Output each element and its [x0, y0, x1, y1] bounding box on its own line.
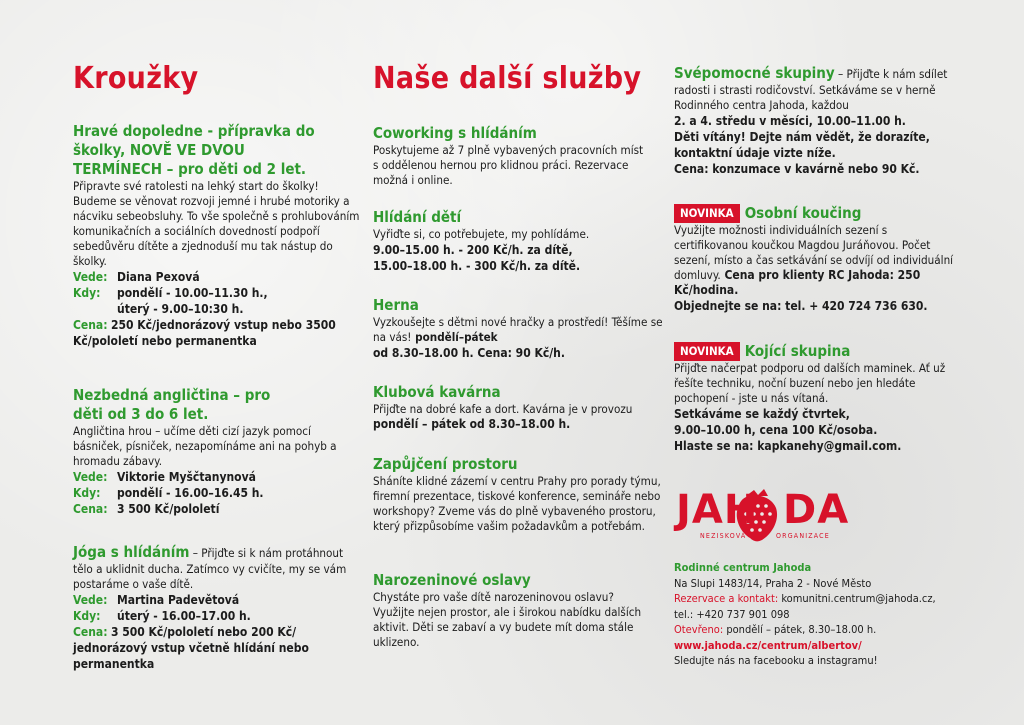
herna-bold1: pondělí–pátek	[411, 330, 498, 344]
koucing-bold1: Cena pro klienty RC Jahoda: 250 Kč/hodina.	[674, 268, 921, 297]
hlidani-section	[373, 208, 668, 274]
kavarna-desc: Přijďte na dobré kafe a dort. Kavárna je v provozu	[373, 402, 633, 416]
rez-label: Rezervace a kontakt:	[674, 592, 779, 605]
hrave-kdy2: úterý - 9.00–10:30 h.	[117, 302, 244, 316]
koucing-bold2: Objednejte se na: tel. + 420 724 736 630.	[674, 299, 928, 313]
kojici-section	[674, 342, 974, 454]
contact-tel[interactable]: tel.: +420 737 901 098	[674, 607, 790, 621]
hrave-title: Hravé dopoledne - přípravka do školky, NOVĚ VE DVOU TERMÍNECH – pro děti od 2 let.	[73, 122, 315, 178]
anglictina-cena-row	[73, 501, 363, 517]
hrave-dopoledne-section	[73, 122, 363, 349]
hrave-kdy1: pondělí - 10.00–11.30 h.,	[117, 286, 268, 300]
prostory-section	[373, 455, 668, 534]
prostory-title: Zapůjčení prostoru	[373, 455, 518, 473]
rez-email-link[interactable]: komunitni.centrum@jahoda.cz,	[778, 592, 936, 605]
joga-kdy: úterý - 16.00–17.00 h.	[117, 609, 251, 623]
krouzky-heading: Kroužky	[73, 61, 199, 96]
hrave-cena-row	[73, 317, 363, 349]
anglictina-title: Nezbedná angličtina – pro děti od 3 do 6 let.	[73, 386, 271, 423]
cena-label: Cena:	[73, 502, 108, 516]
coworking-desc: Poskytujeme až 7 plně vybavených pracovních míst s oddělenou hernou pro klidnou práci. Rezervace možná i online.	[373, 143, 644, 187]
joga-desc: – Přijďte si k nám protáhnout tělo a uklidnit ducha. Zatímco vy cvičíte, my se vám postaráme o vaše dítě.	[73, 546, 347, 591]
svepomocne-bold2: Děti vítány! Dejte nám vědět, že dorazíte, kontaktní údaje vizte níže.	[674, 130, 930, 160]
contact-rez	[674, 591, 974, 607]
svepomocne-desc: – Přijďte k nám sdílet radosti i strasti rodičovství. Setkáváme se v herně Rodinného centra Jahoda, každou	[674, 67, 948, 112]
kavarna-section	[373, 383, 668, 432]
hrave-kdy-row-2	[73, 301, 363, 317]
novinka-badge: NOVINKA	[674, 342, 740, 361]
vede-label: Vede:	[73, 593, 108, 607]
contact-social: Sledujte nás na facebooku a instagramu!	[674, 654, 878, 667]
hlidani-price2: 15.00–18.00 h. - 300 Kč/h. za dítě.	[373, 259, 581, 273]
hrave-cena: 250 Kč/jednorázový vstup nebo 3500 Kč/pololetí nebo permanentka	[73, 318, 336, 348]
anglictina-vede: Viktorie Myščtanynová	[117, 470, 256, 484]
joga-cena-row	[73, 624, 335, 672]
sluzby-heading: Naše další služby	[373, 61, 642, 96]
svepomocne-title: Svépomocné skupiny	[674, 64, 835, 82]
kojici-desc: Přijďte načerpat podporu od dalších maminek. Ať už řešíte techniku, noční buzení nebo jen hledáte pochopení - jste u nás vítaná.	[674, 361, 946, 405]
koucing-para	[674, 223, 959, 298]
kojici-bold1: Setkáváme se každý čtvrtek,	[674, 407, 850, 421]
joga-vede-row	[73, 592, 363, 608]
svepomocne-bold3: Cena: konzumace v kavárně nebo 90 Kč.	[674, 162, 920, 176]
logo-da: DA	[783, 487, 850, 533]
kojici-header	[674, 342, 974, 361]
joga-kdy-row	[73, 608, 363, 624]
logo-sub-right: ORGANIZACE	[776, 532, 830, 540]
oslavy-title: Narozeninové oslavy	[373, 571, 531, 589]
kojici-title: Kojící skupina	[744, 342, 851, 360]
oslavy-desc: Chystáte pro vaše dítě narozeninovou oslavu? Využijte nejen prostor, ale i širokou nabídku dalších aktivit. Děti se zabaví a vy budete mít doma stále uklizeno.	[373, 590, 642, 649]
hlidani-title: Hlídání dětí	[373, 208, 462, 226]
anglictina-kdy-row	[73, 485, 363, 501]
cena-label: Cena:	[73, 318, 108, 332]
koucing-desc: Využijte možnosti individuálních sezení s certifikovanou koučkou Magdou Juráňovou. Počet sezení, místo a čas setkávání se odvíjí od individuální domluvy.	[674, 223, 954, 282]
kdy-label: Kdy:	[73, 286, 101, 300]
kojici-bold2: 9.00–10.00 h, cena 100 Kč/osoba.	[674, 423, 878, 437]
svepomocne-section	[674, 64, 974, 177]
svepomocne-para	[674, 64, 964, 113]
contact-address: Na Slupi 1483/14, Praha 2 - Nové Město	[674, 576, 872, 590]
anglictina-cena: 3 500 Kč/pololetí	[117, 502, 220, 516]
joga-vede: Martina Padevětová	[117, 593, 240, 607]
hrave-vede: Diana Pexová	[117, 270, 200, 284]
coworking-title: Coworking s hlídáním	[373, 124, 537, 142]
open-value: pondělí – pátek, 8.30–18.00 h.	[723, 623, 877, 636]
koucing-header	[674, 204, 974, 223]
hlidani-desc: Vyřiďte si, co potřebujete, my pohlídáme.	[373, 227, 590, 241]
herna-desc: Vyzkoušejte s dětmi nové hračky a prostředí! Těšíme se na vás!	[373, 315, 663, 344]
novinka-badge: NOVINKA	[674, 204, 740, 223]
koucing-section	[674, 204, 974, 314]
kdy-label: Kdy:	[73, 486, 101, 500]
jahoda-logo	[676, 487, 850, 548]
anglictina-kdy: pondělí - 16.00–16.45 h.	[117, 486, 264, 500]
vede-label: Vede:	[73, 270, 108, 284]
anglictina-vede-row	[73, 469, 363, 485]
contact-name: Rodinné centrum Jahoda	[674, 561, 812, 574]
herna-para	[373, 315, 663, 345]
kdy-label: Kdy:	[73, 609, 101, 623]
anglictina-desc: Angličtina hrou – učíme děti cizí jazyk pomocí básniček, písniček, nezapomínáme ani na pohyb a hromadu zábavy.	[73, 424, 337, 468]
prostory-desc: Sháníte klidné zázemí v centru Prahy pro porady týmu, firemní prezentace, tiskové konference, semináře nebo workshopy? Zveme vás do plně vybaveného prostoru, který přizpůsobíme vašim požadavkům a potřebám.	[373, 474, 661, 533]
joga-section	[73, 543, 363, 672]
herna-bold2: od 8.30–18.00 h. Cena: 90 Kč/h.	[373, 346, 565, 360]
kavarna-para	[373, 402, 648, 432]
hlidani-price1: 9.00–15.00 h. - 200 Kč/h. za dítě,	[373, 243, 573, 257]
herna-section	[373, 296, 668, 361]
logo-sub-left: NEZISKOVÁ	[700, 532, 747, 540]
open-label: Otevřeno:	[674, 623, 724, 636]
oslavy-section	[373, 571, 668, 650]
joga-cena: 3 500 Kč/pololetí nebo 200 Kč/ jednorázový vstup včetně hlídání nebo permanentka	[73, 625, 309, 671]
herna-title: Herna	[373, 296, 419, 314]
kavarna-bold: pondělí – pátek od 8.30–18.00 h.	[373, 417, 571, 431]
kavarna-title: Klubová kavárna	[373, 383, 501, 401]
hrave-desc: Připravte své ratolesti na lehký start do školky! Budeme se věnovat rozvoji jemné i hrubé motoriky a nácviku sebeobsluhy. To vše společně s prohlubováním komunikačních a sociálních dovedností podpoří sebedůvěru dítěte a zjednoduší mu tak nástup do školky.	[73, 179, 360, 268]
kdy-spacer	[73, 301, 117, 317]
contact-section	[674, 560, 974, 669]
contact-open	[674, 622, 974, 638]
contact-web-link[interactable]: www.jahoda.cz/centrum/albertov/	[674, 638, 862, 652]
vede-label: Vede:	[73, 470, 108, 484]
koucing-title: Osobní koučing	[744, 204, 862, 222]
hrave-vede-row	[73, 269, 363, 285]
joga-title: Jóga s hlídáním	[73, 543, 190, 561]
anglictina-section	[73, 386, 363, 517]
kojici-bold3: Hlaste se na: kapkanehy@gmail.com.	[674, 439, 902, 453]
logo-ja: JAH	[676, 487, 759, 533]
cena-label: Cena:	[73, 625, 108, 639]
hrave-kdy-row	[73, 285, 363, 301]
joga-para	[73, 543, 363, 592]
svepomocne-bold1: 2. a 4. středu v měsíci, 10.00–11.00 h.	[674, 114, 906, 128]
coworking-section	[373, 124, 668, 188]
